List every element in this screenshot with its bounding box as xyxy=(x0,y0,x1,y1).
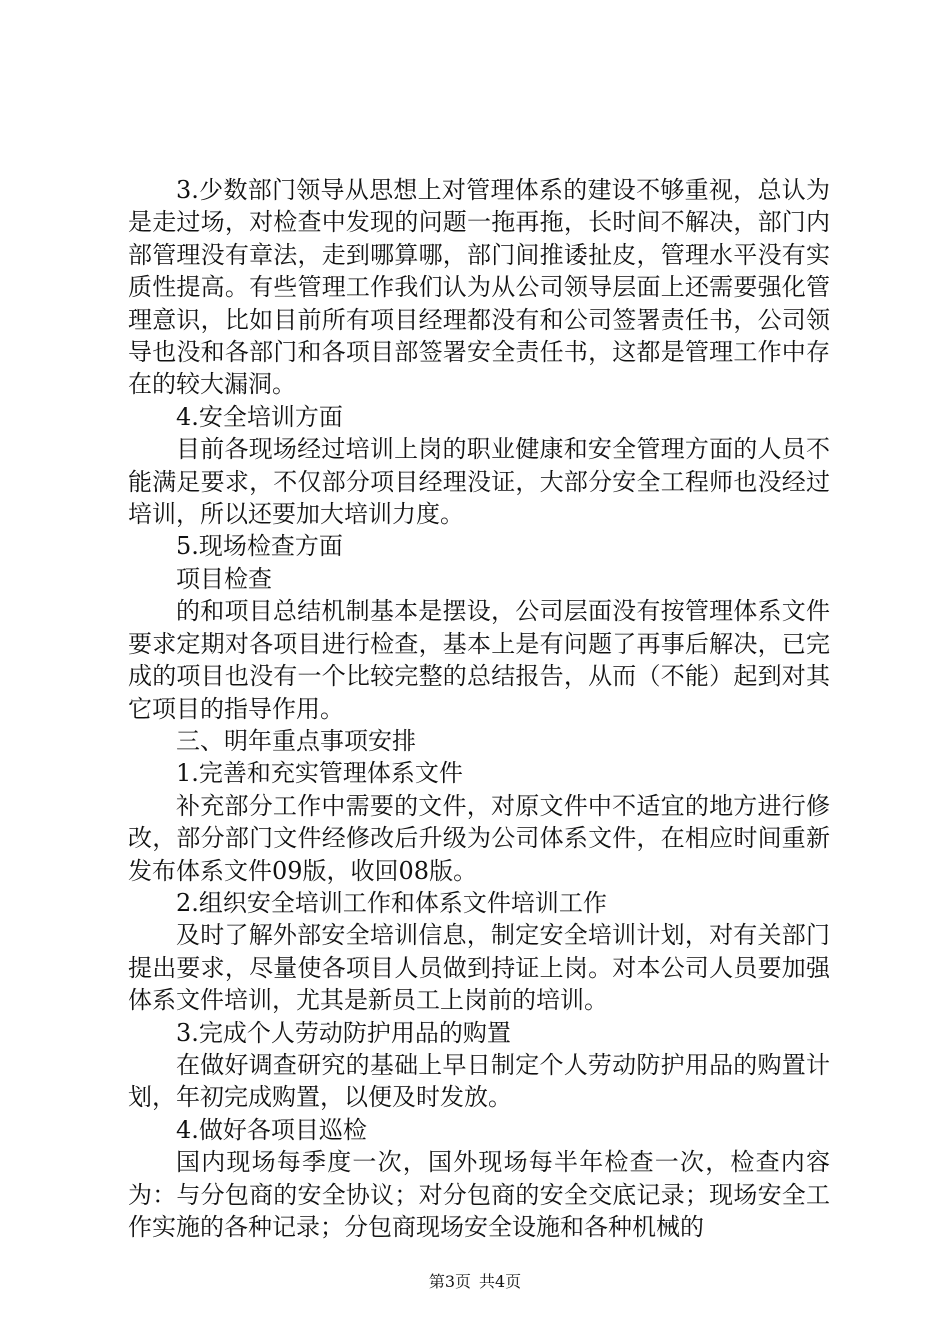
heading-organize-training: 2.组织安全培训工作和体系文件培训工作 xyxy=(176,888,607,917)
paragraph-project-inspection: 的和项目总结机制基本是摆设，公司层面没有按管理体系文件要求定期对各项目进行检查，基本上是有问题了再事后解决，已完成的项目也没有一个比较完整的总结报告，从而（不能）起到对其它项目的指导作用。 xyxy=(128,597,830,723)
paragraph-project-patrol: 国内现场每季度一次，国外现场每半年检查一次，检查内容为：与分包商的安全协议；对分包商的安全交底记录；现场安全工作实施的各种记录；分包商现场安全设施和各种机械的 xyxy=(128,1148,830,1241)
heading-project-patrol: 4.做好各项目巡检 xyxy=(176,1115,367,1144)
page-footer xyxy=(0,1272,950,1292)
page-number: 第3页 xyxy=(428,1272,471,1291)
paragraph-improve-system-docs: 补充部分工作中需要的文件，对原文件中不适宜的地方进行修改，部分部门文件经修改后升级为公司体系文件，在相应时间重新发布体系文件09版，收回08版。 xyxy=(128,791,830,885)
subheading-project-inspection: 项目检查 xyxy=(176,564,272,593)
heading-protective-equipment: 3.完成个人劳动防护用品的购置 xyxy=(176,1018,511,1047)
heading-improve-system-docs: 1.完善和充实管理体系文件 xyxy=(176,759,463,788)
paragraph-protective-equipment: 在做好调查研究的基础上早日制定个人劳动防护用品的购置计划，年初完成购置，以便及时发放。 xyxy=(128,1050,830,1112)
heading-next-year-plan: 三、明年重点事项安排 xyxy=(176,726,416,755)
document-body xyxy=(128,174,830,1243)
paragraph-safety-training: 目前各现场经过培训上岗的职业健康和安全管理方面的人员不能满足要求，不仅部分项目经理没证，大部分安全工程师也没经过培训，所以还要加大培训力度。 xyxy=(128,435,830,529)
paragraph-management-issues: 3.少数部门领导从思想上对管理体系的建设不够重视，总认为是走过场，对检查中发现的问题一拖再拖，长时间不解决，部门内部管理没有章法，走到哪算哪，部门间推诿扯皮，管理水平没有实质性提高。有些管理工作我们认为从公司领导层面上还需要强化管理意识，比如目前所有项目经理都没有和公司签署责任书，公司领导也没和各部门和各项目部签署安全责任书，这都是管理工作中存在的较大漏洞。 xyxy=(128,176,830,399)
page-total: 共4页 xyxy=(479,1272,522,1291)
heading-site-inspection: 5.现场检查方面 xyxy=(176,532,343,561)
heading-safety-training: 4.安全培训方面 xyxy=(176,402,343,431)
paragraph-organize-training: 及时了解外部安全培训信息，制定安全培训计划，对有关部门提出要求，尽量使各项目人员做到持证上岗。对本公司人员要加强体系文件培训，尤其是新员工上岗前的培训。 xyxy=(128,921,830,1015)
